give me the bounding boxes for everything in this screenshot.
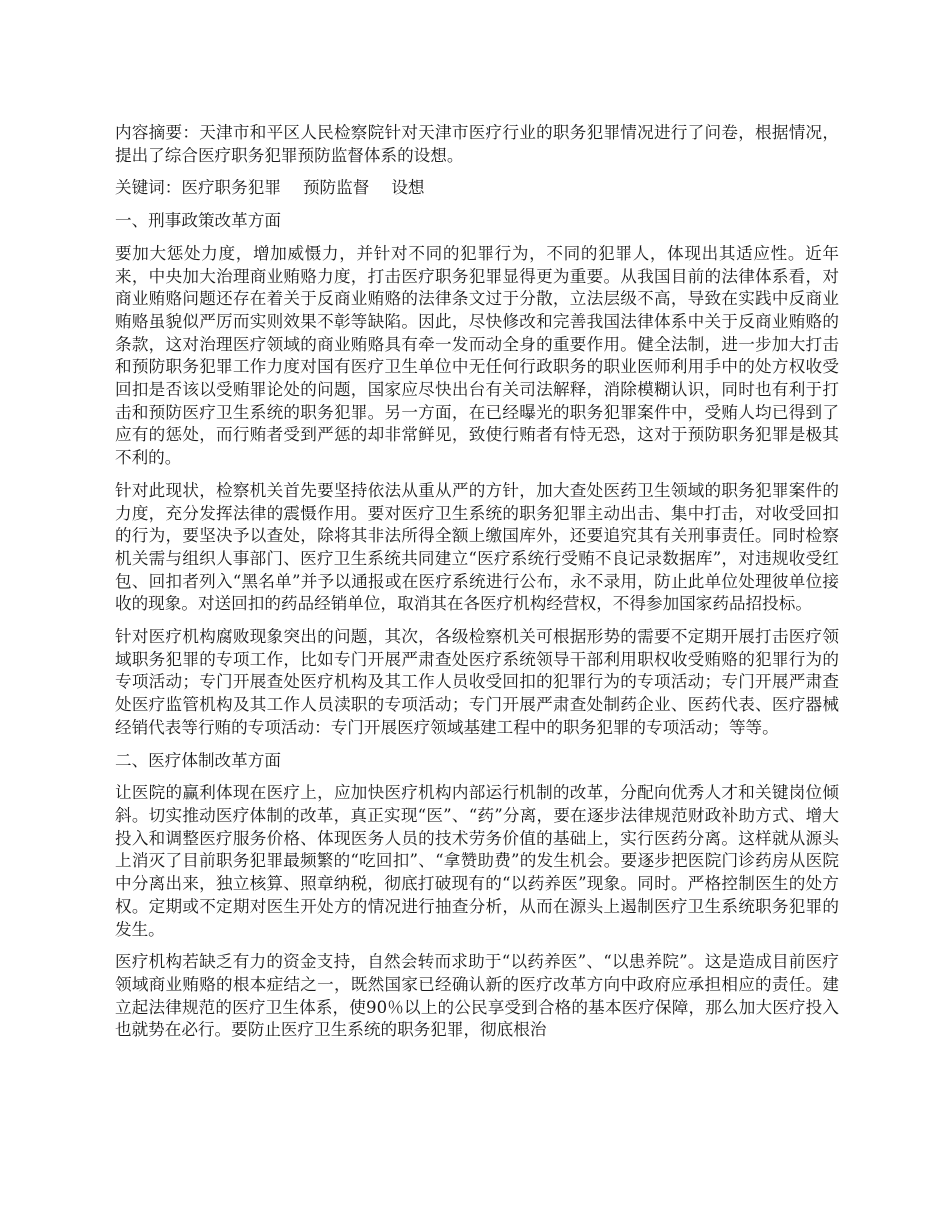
keyword-item: 设想 <box>391 178 425 198</box>
section-heading: 二、医疗体制改革方面 <box>115 750 281 770</box>
keywords-line <box>115 177 839 200</box>
section-heading: 一、刑事政策改革方面 <box>115 211 281 231</box>
abstract: 内容摘要：天津市和平区人民检察院针对天津市医疗行业的职务犯罪情况进行了问卷，根据情况，提出了综合医疗职务犯罪预防监督体系的设想。 <box>115 123 839 165</box>
keywords-label: 关键词： <box>115 178 182 198</box>
body-paragraph: 要加大惩处力度，增加威慑力，并针对不同的犯罪行为，不同的犯罪人，体现出其适应性。近年来，中央加大治理商业贿赂力度，打击医疗职务犯罪显得更为重要。从我国目前的法律体系看，对商业贿赂问题还存在着关于反商业贿赂的法律条文过于分散，立法层级不高，导致在实践中反商业贿赂虽貌似严厉而实则效果不彰等缺陷。因此，尽快修改和完善我国法律体系中关于反商业贿赂的条款，这对治理医疗领域的商业贿赂具有牵一发而动全身的重要作用。健全法制，进一步加大打击和预防职务犯罪工作力度对国有医疗卫生单位中无任何行政职务的职业医师利用手中的处方权收受回扣是否该以受贿罪论处的问题，国家应尽快出台有关司法解释，消除模糊认识，同时也有利于打击和预防医疗卫生系统的职务犯罪。另一方面，在已经曝光的职务犯罪案件中，受贿人均已得到了应有的惩处，而行贿者受到严惩的却非常鲜见，致使行贿者有恃无恐，这对于预防职务犯罪是极其不利的。 <box>115 243 839 468</box>
document-page <box>115 122 839 1052</box>
body-paragraph: 针对此现状，检察机关首先要坚持依法从重从严的方针，加大查处医药卫生领域的职务犯罪案件的力度，充分发挥法律的震慑作用。要对医疗卫生系统的职务犯罪主动出击、集中打击，对收受回扣的行为，要坚决予以查处，除将其非法所得全额上缴国库外，还要追究其有关刑事责任。同时检察机关需与组织人事部门、医疗卫生系统共同建立“医疗系统行受贿不良记录数据库”，对违规收受红包、回扣者列入“黑名单”并予以通报或在医疗系统进行公布，永不录用，防止此单位处理彼单位接收的现象。对送回扣的药品经销单位，取消其在各医疗机构经营权，不得参加国家药品招投标。 <box>115 480 839 614</box>
body-paragraph: 针对医疗机构腐败现象突出的问题，其次，各级检察机关可根据形势的需要不定期开展打击医疗领域职务犯罪的专项工作，比如专门开展严肃查处医疗系统领导干部利用职权收受贿赂的犯罪行为的专项活动；专门开展查处医疗机构及其工作人员收受回扣的犯罪行为的专项活动；专门开展严肃查处医疗监管机构及其工作人员渎职的专项活动；专门开展严肃查处制药企业、医药代表、医疗器械经销代表等行贿的专项活动：专门开展医疗领域基建工程中的职务犯罪的专项活动；等等。 <box>115 627 839 737</box>
body-paragraph: 让医院的赢利体现在医疗上，应加快医疗机构内部运行机制的改革，分配向优秀人才和关键岗位倾斜。切实推动医疗体制的改革，真正实现“医”、“药”分离，要在逐步法律规范财政补助方式、增大投入和调整医疗服务价格、体现医务人员的技术劳务价值的基础上，实行医药分离。这样就从源头上消灭了目前职务犯罪最频繁的“吃回扣”、“拿赞助费”的发生机会。要逐步把医院门诊药房从医院中分离出来，独立核算、照章纳税，彻底打破现有的“以药养医”现象。同时。严格控制医生的处方权。定期或不定期对医生开处方的情况进行抽查分析，从而在源头上遏制医疗卫生系统职务犯罪的发生。 <box>115 783 839 939</box>
body-paragraph: 医疗机构若缺乏有力的资金支持，自然会转而求助于“以药养医”、“以患养院”。这是造成目前医疗领域商业贿赂的根本症结之一，既然国家已经确认新的医疗改革方向中政府应承担相应的责任。建立起法律规范的医疗卫生体系，使90％以上的公民享受到合格的基本医疗保障，那么加大医疗投入也就势在必行。要防止医疗卫生系统的职务犯罪，彻底根治 <box>115 952 839 1040</box>
keyword-item: 医疗职务犯罪 <box>181 178 281 198</box>
keyword-item: 预防监督 <box>302 178 370 198</box>
